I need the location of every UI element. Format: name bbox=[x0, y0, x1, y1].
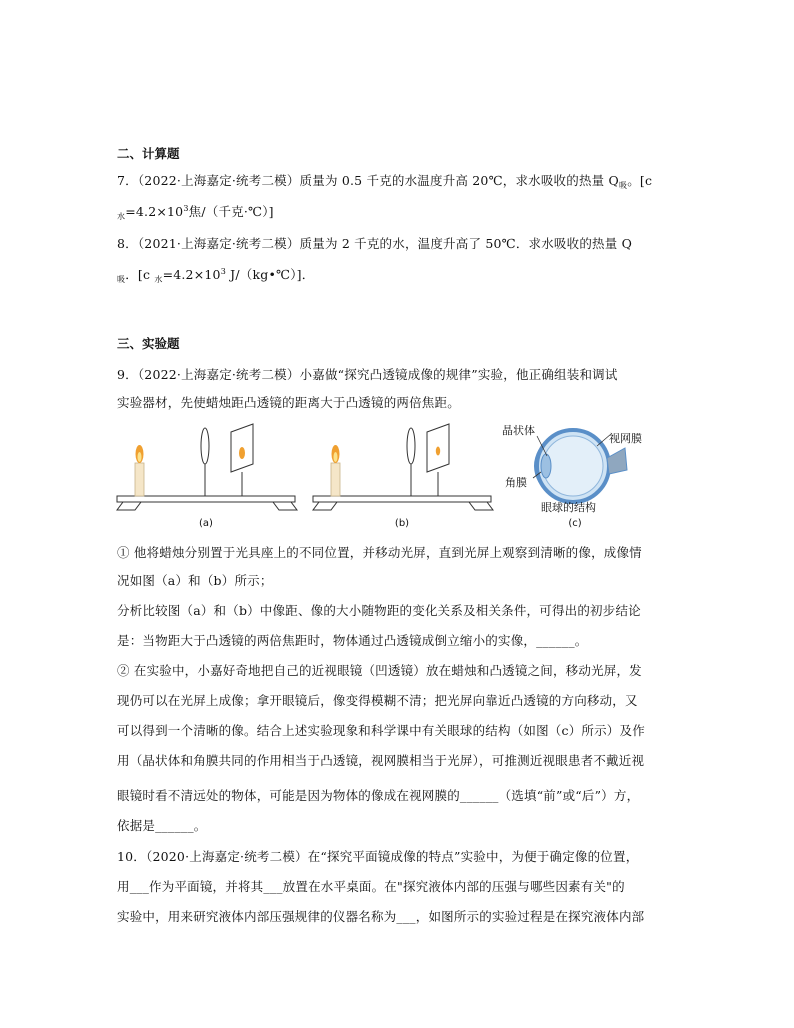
q10-line-2: 用___作为平面镜，并将其___放置在水平桌面。在"探究液体内部的压强与哪些因素有关"的 bbox=[117, 879, 625, 894]
candle-a bbox=[135, 445, 144, 496]
q7-text-1a: 7．（2022·上海嘉定·统考二模）质量为 0.5 千克的水温度升高 20℃，求水吸收的热量 Q bbox=[117, 173, 619, 188]
eye-label-cornea: 角膜 bbox=[505, 476, 527, 489]
q8-sub-2: 水 bbox=[154, 275, 163, 284]
section-heading-experiment: 三、实验题 bbox=[117, 336, 180, 351]
q9-part2-line-3: 可以得到一个清晰的像。结合上述实验现象和科学课中有关眼球的结构（如图（c）所示）及作 bbox=[117, 723, 645, 738]
convex-lens-a bbox=[201, 428, 209, 496]
q9-analysis-line-2: 是：当物距大于凸透镜的两倍焦距时，物体通过凸透镜成倒立缩小的实像，______。 bbox=[117, 633, 588, 648]
q9-part2-line-2: 现仍可以在光屏上成像；拿开眼镜后，像变得模糊不清；把光屏向靠近凸透镜的方向移动，又 bbox=[117, 693, 638, 708]
q10-line-3: 实验中，用来研究液体内部压强规律的仪器名称为___，如图所示的实验过程是在探究液体内部 bbox=[117, 909, 645, 924]
q8-text-2b: =4.2×10 bbox=[162, 267, 221, 282]
q9-part2-line-4: 用（晶状体和角膜共同的作用相当于凸透镜，视网膜相当于光屏），可推测近视眼患者不戴近视 bbox=[117, 753, 645, 768]
section-heading-calculation: 二、计算题 bbox=[117, 146, 180, 161]
q9-line-1: 9．（2022·上海嘉定·统考二模）小嘉做“探究凸透镜成像的规律”实验，他正确组装和调试 bbox=[117, 367, 618, 382]
q8-text-2a: ．[c bbox=[125, 267, 155, 282]
q9-line-2: 实验器材，先使蜡烛距凸透镜的距离大于凸透镜的两倍焦距。 bbox=[117, 395, 460, 410]
optical-bench-a bbox=[117, 496, 297, 510]
eye-structure-title: 眼球的结构 bbox=[541, 501, 596, 514]
q7-line-2 bbox=[117, 201, 687, 225]
q8-sub-1: 吸 bbox=[117, 275, 126, 284]
q8-line-2 bbox=[117, 264, 687, 288]
screen-a bbox=[231, 424, 253, 496]
q9-part1-line-2: 况如图（a）和（b）所示； bbox=[117, 573, 273, 588]
optical-bench-b bbox=[313, 496, 493, 510]
experiment-figure bbox=[113, 418, 695, 530]
convex-lens-b bbox=[407, 428, 415, 496]
q9-analysis-line-1: 分析比较图（a）和（b）中像距、像的大小随物距的变化关系及相关条件，可得出的初步结论 bbox=[117, 603, 641, 618]
q9-part2-line-1: ② 在实验中，小嘉好奇地把自己的近视眼镜（凹透镜）放在蜡烛和凸透镜之间，移动光屏，发 bbox=[117, 663, 642, 678]
q7-sub-2: 水 bbox=[117, 212, 126, 221]
q9-part2-line-6: 依据是______。 bbox=[117, 818, 207, 833]
figure-svg bbox=[113, 418, 695, 530]
q9-part1-line-1: ① 他将蜡烛分别置于光具座上的不同位置，并移动光屏，直到光屏上观察到清晰的像，成像情 bbox=[117, 545, 642, 560]
q7-text-2a: =4.2×10 bbox=[125, 204, 184, 219]
q7-text-2b: 焦/（千克·℃）] bbox=[188, 204, 274, 219]
q7-sup-2: 3 bbox=[183, 204, 189, 213]
q7-text-1b: 。[c bbox=[627, 173, 653, 188]
q7-sub-1: 吸 bbox=[618, 181, 628, 190]
caption-b: (b) bbox=[394, 518, 410, 529]
screen-b bbox=[427, 424, 449, 496]
eye-label-lens: 晶状体 bbox=[502, 424, 535, 437]
eye-label-retina: 视网膜 bbox=[609, 432, 642, 445]
candle-b bbox=[331, 445, 340, 496]
q9-part2-line-5: 眼镜时看不清远处的物体，可能是因为物体的像成在视网膜的______（选填“前”或“后”）方， bbox=[117, 788, 640, 803]
caption-a: (a) bbox=[199, 518, 213, 529]
caption-c: (c) bbox=[568, 518, 582, 529]
q10-line-1: 10．（2020·上海嘉定·统考二模）在“探究平面镜成像的特点”实验中，为便于确定像的位置， bbox=[117, 849, 639, 864]
q8-text-2c: J/（kg•℃）]． bbox=[226, 267, 315, 282]
q8-line-1: 8．（2021·上海嘉定·统考二模）质量为 2 千克的水，温度升高了 50℃．求水吸收的热量 Q bbox=[117, 236, 633, 251]
q7-line-1 bbox=[117, 173, 687, 194]
q8-sup: 3 bbox=[220, 267, 226, 276]
